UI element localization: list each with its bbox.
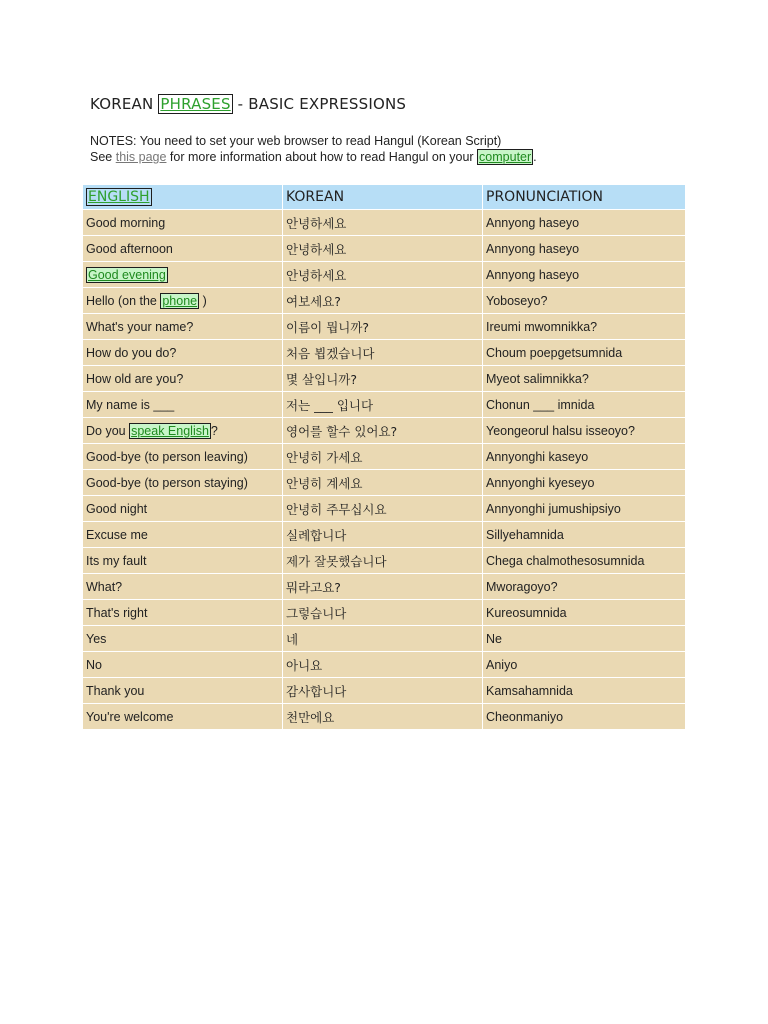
table-row <box>83 573 685 599</box>
keyword-link[interactable]: speak English <box>131 423 209 438</box>
table-row <box>83 313 685 339</box>
table-row <box>83 417 685 443</box>
table-row <box>83 391 685 417</box>
cell-korean: 안녕하세요 <box>283 209 483 235</box>
cell-korean: 처음 뵙겠습니다 <box>283 339 483 365</box>
cell-english: Its my fault <box>83 547 283 573</box>
cell-korean: 영어를 할수 있어요? <box>283 417 483 443</box>
cell-pronunciation: Yeongeorul halsu isseoyo? <box>483 417 685 443</box>
phrases-table <box>83 185 685 729</box>
table-row <box>83 209 685 235</box>
keyword-link[interactable]: Good evening <box>88 267 166 282</box>
phrases-keyword-link[interactable]: PHRASES <box>160 95 231 113</box>
cell-pronunciation: Annyong haseyo <box>483 235 685 261</box>
this-page-link[interactable]: this page <box>115 150 167 164</box>
cell-korean: 그렇습니다 <box>283 599 483 625</box>
table-row <box>83 677 685 703</box>
cell-english <box>83 417 283 443</box>
cell-korean: 뭐라고요? <box>283 573 483 599</box>
table-row <box>83 339 685 365</box>
cell-english: That's right <box>83 599 283 625</box>
cell-pronunciation: Annyong haseyo <box>483 209 685 235</box>
cell-english: You're welcome <box>83 703 283 729</box>
notes-line-2-suffix: . <box>533 150 537 164</box>
cell-pronunciation: Annyonghi kaseyo <box>483 443 685 469</box>
table-body <box>83 209 685 729</box>
cell-english-suffix: ) <box>199 293 207 308</box>
notes <box>90 133 537 165</box>
cell-english: Good morning <box>83 209 283 235</box>
table-row <box>83 365 685 391</box>
cell-korean: 천만에요 <box>283 703 483 729</box>
header-korean: KOREAN <box>283 185 483 209</box>
table-row <box>83 651 685 677</box>
cell-pronunciation: Yoboseyo? <box>483 287 685 313</box>
cell-english-prefix: Hello (on the <box>86 293 161 308</box>
notes-line-1: NOTES: You need to set your web browser to read Hangul (Korean Script) <box>90 134 502 148</box>
table-row <box>83 547 685 573</box>
cell-pronunciation: Kamsahamnida <box>483 677 685 703</box>
cell-english: Yes <box>83 625 283 651</box>
cell-korean: 안녕히 가세요 <box>283 443 483 469</box>
notes-line-2-prefix: See <box>90 150 116 164</box>
cell-english: How do you do? <box>83 339 283 365</box>
cell-korean: 저는 ___ 입니다 <box>283 391 483 417</box>
cell-korean: 제가 잘못했습니다 <box>283 547 483 573</box>
cell-pronunciation: Chega chalmothesosumnida <box>483 547 685 573</box>
cell-korean: 안녕히 주무십시요 <box>283 495 483 521</box>
cell-english: Good afternoon <box>83 235 283 261</box>
cell-english: Good-bye (to person staying) <box>83 469 283 495</box>
table-row <box>83 287 685 313</box>
cell-korean: 네 <box>283 625 483 651</box>
table-row <box>83 703 685 729</box>
cell-pronunciation: Choum poepgetsumnida <box>483 339 685 365</box>
table-row <box>83 495 685 521</box>
table-row <box>83 235 685 261</box>
cell-english-prefix: Do you <box>86 423 130 438</box>
notes-line-2 <box>90 149 537 165</box>
cell-pronunciation: Annyong haseyo <box>483 261 685 287</box>
cell-english: No <box>83 651 283 677</box>
table-row <box>83 521 685 547</box>
cell-korean: 안녕히 계세요 <box>283 469 483 495</box>
page-title <box>90 95 406 113</box>
cell-english: How old are you? <box>83 365 283 391</box>
cell-english-suffix: ? <box>210 423 218 438</box>
cell-english: What? <box>83 573 283 599</box>
cell-pronunciation: Myeot salimnikka? <box>483 365 685 391</box>
table-row <box>83 599 685 625</box>
title-prefix: KOREAN <box>90 95 159 113</box>
cell-pronunciation: Aniyo <box>483 651 685 677</box>
cell-pronunciation: Kureosumnida <box>483 599 685 625</box>
cell-pronunciation: Ne <box>483 625 685 651</box>
cell-pronunciation: Cheonmaniyo <box>483 703 685 729</box>
cell-english: My name is ___ <box>83 391 283 417</box>
cell-korean: 몇 살입니까? <box>283 365 483 391</box>
cell-korean: 여보세요? <box>283 287 483 313</box>
notes-line-2-middle: for more information about how to read Hangul on your <box>166 150 478 164</box>
cell-korean: 감사합니다 <box>283 677 483 703</box>
table-row <box>83 261 685 287</box>
cell-pronunciation: Sillyehamnida <box>483 521 685 547</box>
cell-english <box>83 261 283 287</box>
keyword-link[interactable]: phone <box>162 293 198 308</box>
cell-korean: 이름이 뭡니까? <box>283 313 483 339</box>
cell-english <box>83 287 283 313</box>
english-keyword-link[interactable]: ENGLISH <box>88 189 150 205</box>
cell-english: Good night <box>83 495 283 521</box>
cell-korean: 실례합니다 <box>283 521 483 547</box>
cell-english: Good-bye (to person leaving) <box>83 443 283 469</box>
table-row <box>83 625 685 651</box>
cell-pronunciation: Ireumi mwomnikka? <box>483 313 685 339</box>
table-header-row <box>83 185 685 209</box>
cell-pronunciation: Chonun ___ imnida <box>483 391 685 417</box>
cell-korean: 안녕하세요 <box>283 261 483 287</box>
cell-pronunciation: Annyonghi kyeseyo <box>483 469 685 495</box>
table-row <box>83 443 685 469</box>
cell-english: What's your name? <box>83 313 283 339</box>
cell-korean: 아니요 <box>283 651 483 677</box>
header-english <box>83 185 283 209</box>
cell-english: Excuse me <box>83 521 283 547</box>
cell-english: Thank you <box>83 677 283 703</box>
cell-pronunciation: Mworagoyo? <box>483 573 685 599</box>
cell-pronunciation: Annyonghi jumushipsiyo <box>483 495 685 521</box>
table-row <box>83 469 685 495</box>
header-pronunciation: PRONUNCIATION <box>483 185 685 209</box>
computer-keyword-link[interactable]: computer <box>479 150 532 164</box>
cell-korean: 안녕하세요 <box>283 235 483 261</box>
title-suffix: - BASIC EXPRESSIONS <box>232 95 407 113</box>
